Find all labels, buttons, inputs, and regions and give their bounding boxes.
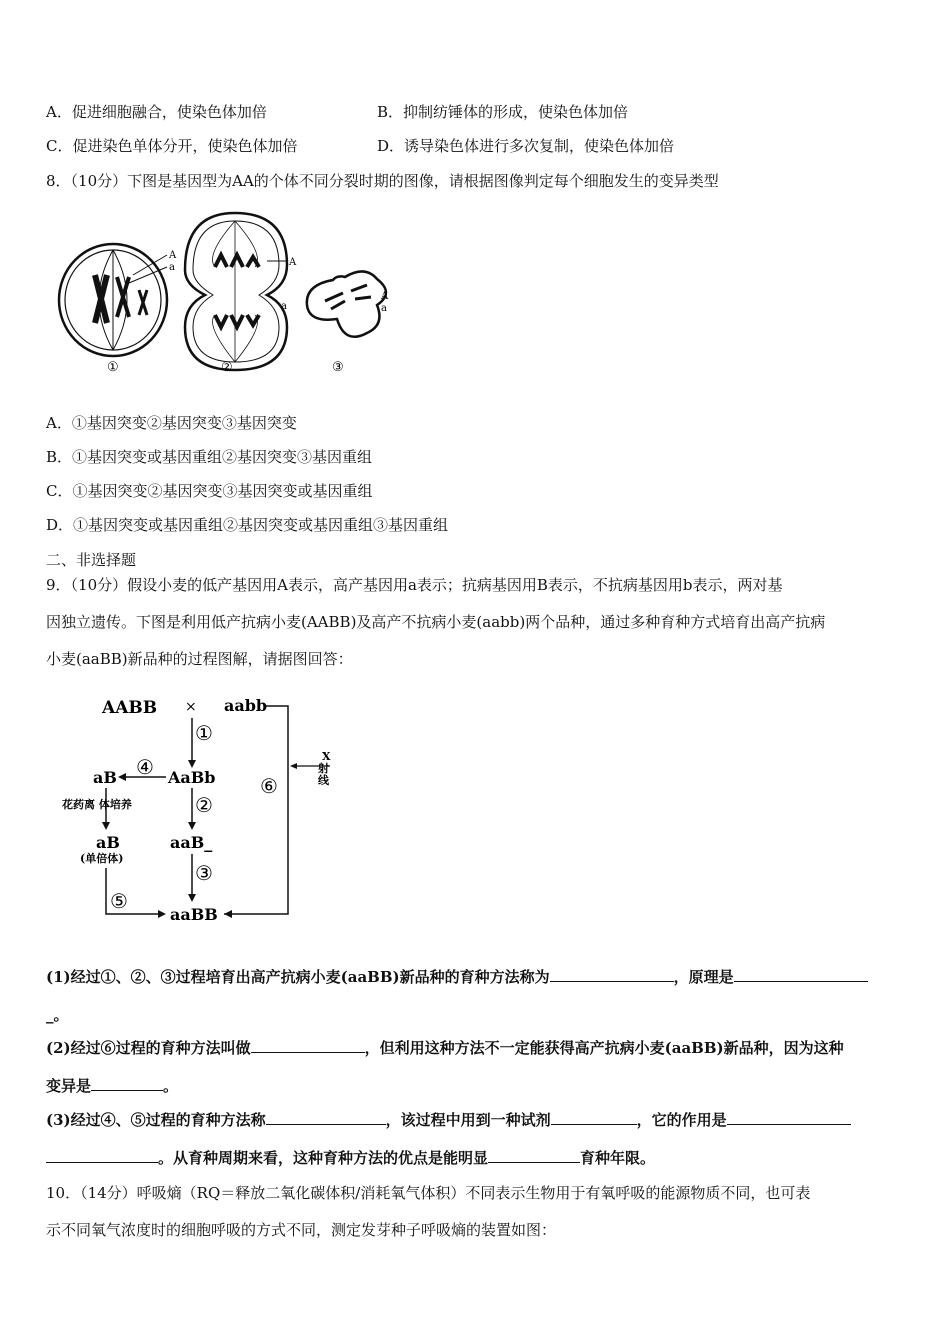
q9-sub3-line2 [46,1148,655,1168]
label-a-cell1: a [169,262,175,273]
q9-sub2-text-c: 变异是 [46,1077,92,1095]
xray-label-1: 射 [318,762,329,775]
label-a-cell3: a [381,303,387,314]
q7-option-d: D．诱导染色体进行多次复制，使染色体加倍 [377,137,675,155]
q10-stem-line1: 10．（14分）呼吸熵（RQ＝释放二氧化碳体积/消耗氧气体积）不同表示生物用于有氧呼吸的能源物质不同，也可表 [46,1184,811,1202]
parent-aabb-upper: AABB [102,698,158,718]
q9-sub3-text-e: 育种年限。 [580,1149,656,1167]
step-2-label: ② [195,793,213,817]
q9-sub3-text-a: (3)经过④、⑤过程的育种方法称 [46,1111,266,1129]
xray-x: X [322,750,331,763]
label-a-cell2: a [281,301,287,312]
q8-option-c: C．①基因突变②基因突变③基因突变或基因重组 [46,482,373,500]
cell-1-diagram [59,244,177,375]
q9-sub3-blank-2[interactable] [551,1110,637,1125]
cell-3-diagram [307,271,389,375]
q7-option-b: B．抑制纺锤体的形成，使染色体加倍 [377,103,629,121]
q8-option-b: B．①基因突变或基因重组②基因突变③基因重组 [46,448,373,466]
q9-sub1-end: _。 [46,1006,69,1024]
section-heading: 二、非选择题 [46,551,137,569]
step-3-label: ③ [195,861,213,885]
target-aabb: aaBB [170,905,218,924]
cell-3-label: ③ [332,360,344,375]
q9-sub1-blank-1[interactable] [550,967,674,982]
cross-symbol: × [185,699,197,715]
q8-option-d: D．①基因突变或基因重组②基因突变或基因重组③基因重组 [46,516,449,534]
label-A-cell2: A [289,257,297,268]
q8-stem: 8．（10分）下图是基因型为AA的个体不同分裂时期的图像，请根据图像判定每个细胞发生的变异类型 [46,172,719,190]
q9-sub3-text-c: ，它的作用是 [636,1111,727,1129]
f2-aab: aaB_ [170,833,213,852]
q9-sub1-text-a: (1)经过①、②、③过程培育出高产抗病小麦(aaBB)新品种的育种方法称为 [46,968,550,986]
haploid-label: (单倍体) [80,852,124,865]
q9-sub3-text-d: 。从育种周期来看，这种育种方法的优点是能明显 [158,1149,489,1167]
anther-culture-label: 花药离 体培养 [62,798,132,811]
q7-option-c: C．促进染色单体分开，使染色体加倍 [46,137,298,155]
q9-sub2-text-a: (2)经过⑥过程的育种方法叫做 [46,1039,251,1057]
q9-sub2-text-d: 。 [163,1077,179,1095]
step-1-label: ① [195,721,213,745]
q9-sub1-text-b: ，原理是 [673,968,734,986]
cell-1-label: ① [107,360,119,375]
step-6-label: ⑥ [260,774,278,798]
q9-stem-line2: 因独立遗传。下图是利用低产抗病小麦(AABB)及高产不抗病小麦(aabb)两个品种，通过多种育种方式培育出高产抗病 [46,613,826,631]
q9-sub1-blank-2[interactable] [734,967,868,982]
step-5-label: ⑤ [110,889,128,913]
q9-sub3-text-b: ，该过程中用到一种试剂 [385,1111,551,1129]
q9-stem-line1: 9．（10分）假设小麦的低产基因用A表示，高产基因用a表示；抗病基因用B表示，不抗病基因用b表示，两对基 [46,576,783,594]
f1-aabb: AaBb [168,768,216,787]
q9-sub2-blank-2[interactable] [91,1076,163,1091]
parent-aabb-lower: aabb [224,696,268,715]
q9-sub3-blank-5[interactable] [488,1148,580,1163]
q7-option-a: A．促进细胞融合，使染色体加倍 [46,103,267,121]
q9-sub3-blank-1[interactable] [266,1110,386,1125]
q9-sub3 [46,1110,908,1130]
q9-stem-line3: 小麦(aaBB)新品种的过程图解，请据图回答： [46,650,353,668]
gamete-ab: aB [93,768,117,787]
q10-stem-line2: 示不同氧气浓度时的细胞呼吸的方式不同，测定发芽种子呼吸熵的装置如图： [46,1221,557,1239]
q9-sub2-text-b: ，但利用这种方法不一定能获得高产抗病小麦(aaBB)新品种，因为这种 [364,1039,844,1057]
haploid-ab: aB [96,833,120,852]
step-4-label: ④ [136,755,154,779]
cell-2-diagram [185,213,297,375]
q8-option-a: A．①基因突变②基因突变③基因突变 [46,414,297,432]
breeding-diagram [60,690,360,930]
q9-sub2-blank-1[interactable] [251,1038,365,1053]
q9-sub3-blank-3[interactable] [727,1110,851,1125]
label-A-cell3: A [381,291,389,302]
label-A-cell1: A [169,250,177,261]
cell-2-label: ② [221,360,233,375]
cell-division-figure [55,205,395,377]
q9-sub2-line2 [46,1076,178,1096]
q9-sub2 [46,1038,908,1058]
xray-label-2: 线 [318,774,329,787]
q9-sub1 [46,967,908,987]
q9-sub3-blank-4[interactable] [46,1148,158,1163]
